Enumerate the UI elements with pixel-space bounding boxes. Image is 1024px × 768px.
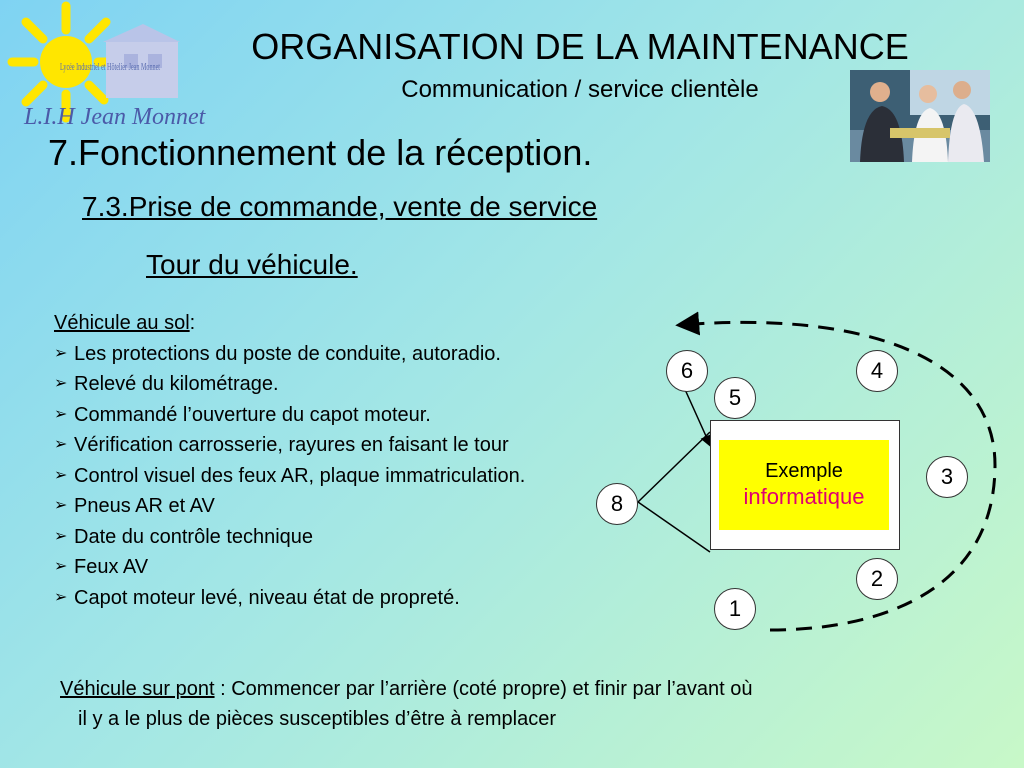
arrow-bullet-icon: ➢ bbox=[54, 375, 68, 392]
arrow-bullet-icon: ➢ bbox=[54, 405, 68, 423]
computer-example-box bbox=[719, 440, 889, 530]
checklist-heading bbox=[54, 308, 525, 339]
checklist-item-text: Date du contrôle technique bbox=[74, 525, 314, 548]
subsection-title: 7.3.Prise de commande, vente de service bbox=[82, 191, 598, 222]
logo-signature-icon: L.I.H Jean Monnet bbox=[24, 104, 206, 130]
arrow-bullet-icon: ➢ bbox=[54, 344, 68, 362]
checklist-heading-text: Véhicule au sol bbox=[54, 312, 190, 334]
subsubsection-title: Tour du véhicule. bbox=[146, 249, 358, 280]
bottom-note-text-continued: il y a le plus de pièces susceptibles d’être à remplacer bbox=[78, 708, 557, 730]
computer-example-label: Exemple bbox=[765, 460, 843, 482]
checklist-item-text: Relevé du kilométrage. bbox=[74, 373, 279, 395]
page-subtitle: Communication / service clientèle bbox=[401, 76, 759, 103]
checklist-item bbox=[54, 339, 525, 370]
school-logo bbox=[8, 2, 206, 132]
checklist-list bbox=[54, 339, 525, 614]
step-circle-4: 4 bbox=[856, 350, 898, 392]
checklist-item bbox=[54, 430, 525, 461]
bottom-note bbox=[60, 674, 970, 734]
checklist-item bbox=[54, 491, 525, 522]
logo-text: Lycée Industriel et Hôtelier Jean Monnet bbox=[60, 62, 161, 73]
checklist-item-text: Pneus AR et AV bbox=[74, 495, 215, 517]
connector-line bbox=[638, 432, 710, 502]
bottom-note-text: : Commencer par l’arrière (coté propre) et finir par l’avant où bbox=[214, 678, 753, 700]
checklist-block bbox=[54, 308, 525, 613]
step-circle-5: 5 bbox=[714, 377, 756, 419]
checklist-item-text: Capot moteur levé, niveau état de propreté. bbox=[74, 586, 460, 609]
arrow-bullet-icon: ➢ bbox=[54, 466, 68, 484]
page-title: ORGANISATION DE LA MAINTENANCE bbox=[251, 26, 909, 67]
arrow-bullet-icon: ➢ bbox=[54, 497, 68, 514]
arrow-bullet-icon: ➢ bbox=[54, 527, 68, 545]
checklist-item bbox=[54, 583, 525, 614]
checklist-item bbox=[54, 522, 525, 553]
bottom-note-heading: Véhicule sur pont bbox=[60, 678, 215, 700]
arrow-bullet-icon: ➢ bbox=[54, 436, 68, 453]
step-circle-3: 3 bbox=[926, 456, 968, 498]
step-circle-2: 2 bbox=[856, 558, 898, 600]
building-icon bbox=[103, 24, 180, 98]
arrow-bullet-icon: ➢ bbox=[54, 588, 68, 606]
checklist-item bbox=[54, 461, 525, 492]
checklist-item-text: Vérification carrosserie, rayures en faisant le tour bbox=[74, 434, 509, 456]
checklist-item bbox=[54, 369, 525, 400]
checklist-item bbox=[54, 552, 525, 583]
computer-example-label-highlight: informatique bbox=[743, 484, 865, 509]
section-title: 7.Fonctionnement de la réception. bbox=[48, 132, 593, 173]
checklist-item bbox=[54, 400, 525, 431]
step-circle-1: 1 bbox=[714, 588, 756, 630]
arrow-bullet-icon: ➢ bbox=[54, 558, 68, 575]
checklist-item-text: Commandé l’ouverture du capot moteur. bbox=[74, 403, 431, 426]
checklist-item-text: Control visuel des feux AR, plaque immatriculation. bbox=[74, 464, 526, 487]
checklist-item-text: Feux AV bbox=[74, 556, 149, 578]
checklist-heading-colon: : bbox=[189, 312, 196, 334]
step-circle-8: 8 bbox=[596, 483, 638, 525]
connector-line bbox=[638, 502, 710, 552]
step-circle-6: 6 bbox=[666, 350, 708, 392]
checklist-item-text: Les protections du poste de conduite, autoradio. bbox=[74, 342, 501, 365]
